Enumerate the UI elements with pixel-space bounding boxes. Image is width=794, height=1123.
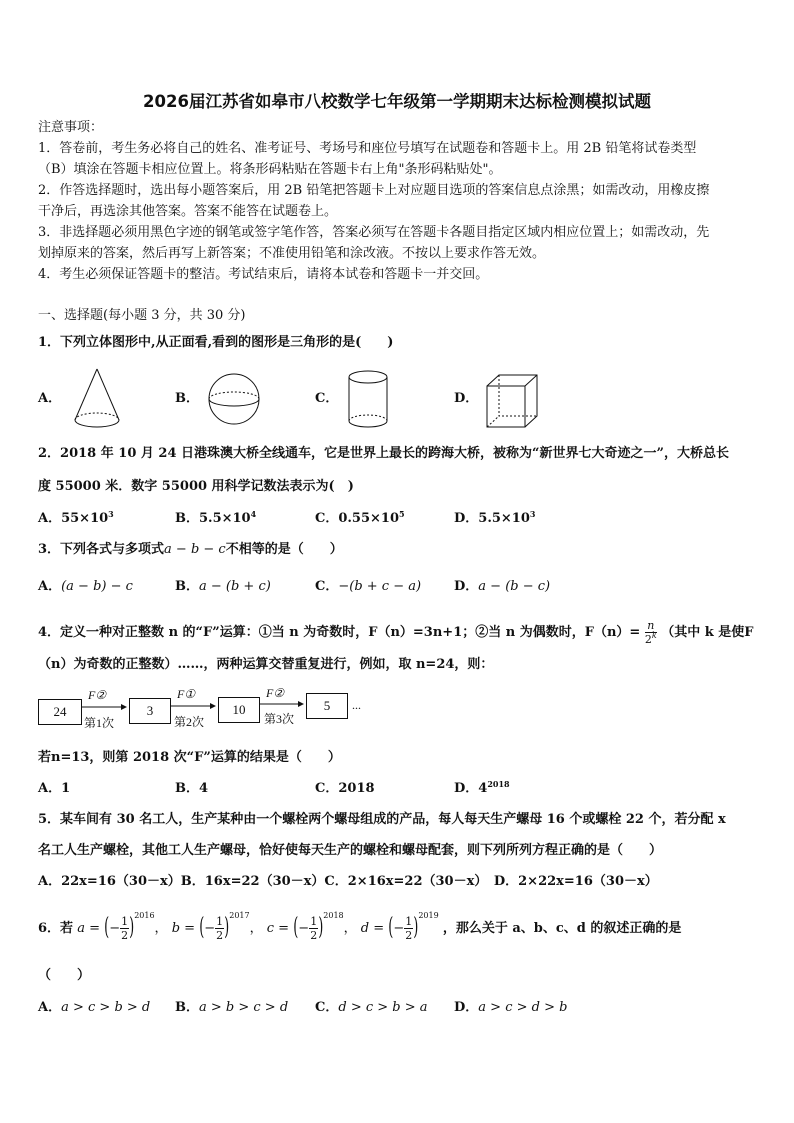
notice-line: 1．答卷前，考生务必将自己的姓名、准考证号、考场号和座位号填写在试题卷和答题卡上。用 2B 铅笔将试卷类型 — [38, 141, 697, 156]
q4-option-b: B．4 — [175, 781, 209, 796]
notice-line: 2．作答选择题时，选出每小题答案后，用 2B 铅笔把答题卡上对应题目选项的答案信息点涂黑；如需改动，用橡皮擦 — [38, 183, 710, 198]
q6-option-a: A．a > c > b > d — [38, 1000, 151, 1015]
q4-option-c: C．2018 — [315, 781, 375, 796]
question-2-line: 2．2018 年 10 月 24 日港珠澳大桥全线通车，它是世界上最长的跨海大桥，被称为“新世界七大奇迹之一”，大桥总长 — [38, 446, 729, 461]
q5-options: A．22x=16（30－x）B．16x=22（30－x）C．2×16x=22（30－x） D．2×22x=16（30－x） — [38, 874, 658, 889]
q6-option-b: B．a > b > c > d — [175, 1000, 289, 1015]
cuboid-icon — [484, 372, 540, 430]
notice-line: （B）填涂在答题卡相应位置上。将条形码粘贴在答题卡右上角"条形码粘贴处"。 — [38, 162, 502, 177]
q1-option-a-label: A． — [38, 391, 62, 406]
flow-op-label: F② — [88, 688, 107, 702]
q3-option-c: C．−(b + c − a) — [315, 579, 422, 594]
q3-option-d: D．a − (b − c) — [454, 579, 551, 594]
sphere-icon — [207, 372, 261, 426]
notice-line: 干净后，再选涂其他答案。答案不能答在试题卷上。 — [38, 204, 338, 219]
fraction: $\frac{1}{2}$ — [405, 915, 413, 942]
fraction: $\frac{1}{2}$ — [121, 915, 129, 942]
fraction: $\frac{1}{2}$ — [216, 915, 224, 942]
q2-option-a: A．$55\times 10^3$ — [38, 509, 114, 526]
q3-option-b: B．a − (b + c) — [175, 579, 271, 594]
q4-option-a: A．1 — [38, 781, 71, 796]
q4-option-d: D．$4^{2018}$ — [454, 779, 510, 796]
flow-step-label: 第3次 — [264, 712, 295, 726]
question-1-stem: 1．下列立体图形中,从正面看,看到的图形是三角形的是( ) — [38, 335, 394, 350]
flow-step-label: 第1次 — [84, 716, 115, 730]
q6-option-d: D．a > c > d > b — [454, 1000, 568, 1015]
question-4-line: （n）为奇数的正整数）……，两种运算交替重复进行，例如，取 n=24，则： — [38, 657, 494, 672]
notice-line: 3．非选择题必须用黑色字迹的钢笔或签字笔作答，答案必须写在答题卡各题目指定区域内相应位置上；如需改动，先 — [38, 225, 710, 240]
q2-option-b: B．$5.5\times 10^4$ — [175, 509, 257, 526]
question-5-line: 名工人生产螺栓，其他工人生产螺母，恰好使每天生产的螺栓和螺母配套，则下列所列方程正确的是（ ） — [38, 843, 663, 858]
question-6-stem: 6．若 a = (− $\frac{1}{2}$ )$^{2016}$， b = (− $\frac{1}{2}$ )$^{2017}$， c = (− $\frac{1}{2}$ )$^{2018}$， d = (− $\frac{1}{2}$ )$^{2019}$ ，那么关于 a、b、c、d 的叙述正确的是 — [38, 911, 682, 943]
flow-box: 3 — [129, 698, 171, 724]
question-2-line: 度 55000 米．数字 55000 用科学记数法表示为( ) — [38, 479, 354, 494]
flow-diagram — [38, 686, 368, 734]
question-6-paren: （ ） — [38, 968, 91, 983]
q1-option-d-label: D． — [454, 391, 479, 406]
page-title: 2026届江苏省如皋市八校数学七年级第一学期期末达标检测模拟试题 — [143, 92, 651, 111]
section-heading: 一、选择题(每小题 3 分，共 30 分) — [38, 308, 246, 323]
notice-line: 4．考生必须保证答题卡的整洁。考试结束后，请将本试卷和答题卡一并交回。 — [38, 267, 489, 282]
flow-box: 24 — [38, 699, 82, 725]
flow-box: 10 — [218, 697, 260, 723]
q2-option-d: D．$5.5\times 10^3$ — [454, 509, 536, 526]
cylinder-icon — [346, 369, 390, 431]
cone-icon — [72, 366, 122, 432]
flow-box: 5 — [306, 693, 348, 719]
flow-op-label: F② — [266, 686, 285, 700]
notice-line: 划掉原来的答案，然后再写上新答案；不准使用铅笔和涂改液。不按以上要求作答无效。 — [38, 246, 546, 261]
notice-heading: 注意事项： — [38, 120, 104, 135]
q6-option-c: C．d > c > b > a — [315, 1000, 428, 1015]
q1-option-b-label: B． — [175, 391, 199, 406]
flow-ellipsis: ... — [352, 698, 361, 712]
q3-option-a: A．(a − b) − c — [38, 579, 133, 594]
fraction: $\frac{1}{2}$ — [310, 915, 318, 942]
question-3-stem: 3．下列各式与多项式a − b − c不相等的是（ ） — [38, 542, 343, 557]
q2-option-c: C．$0.55\times 10^5$ — [315, 509, 405, 526]
flow-op-label: F① — [177, 687, 196, 701]
flow-step-label: 第2次 — [174, 715, 205, 729]
question-5-line: 5．某车间有 30 名工人，生产某种由一个螺栓两个螺母组成的产品，每人每天生产螺母 16 个或螺栓 22 个，若分配 x — [38, 812, 726, 827]
q1-option-c-label: C． — [315, 391, 339, 406]
fraction: $\frac{n}{2^k}$ — [644, 619, 657, 646]
question-4-line: 4．定义一种对正整数 n 的“F”运算：①当 n 为奇数时，F（n）=3n+1；②当 n 为偶数时，F（n）= $\frac{n}{2^k}$ （其中 k 是使F — [38, 619, 754, 646]
question-4-question: 若n=13，则第 2018 次“F”运算的结果是（ ） — [38, 750, 341, 765]
